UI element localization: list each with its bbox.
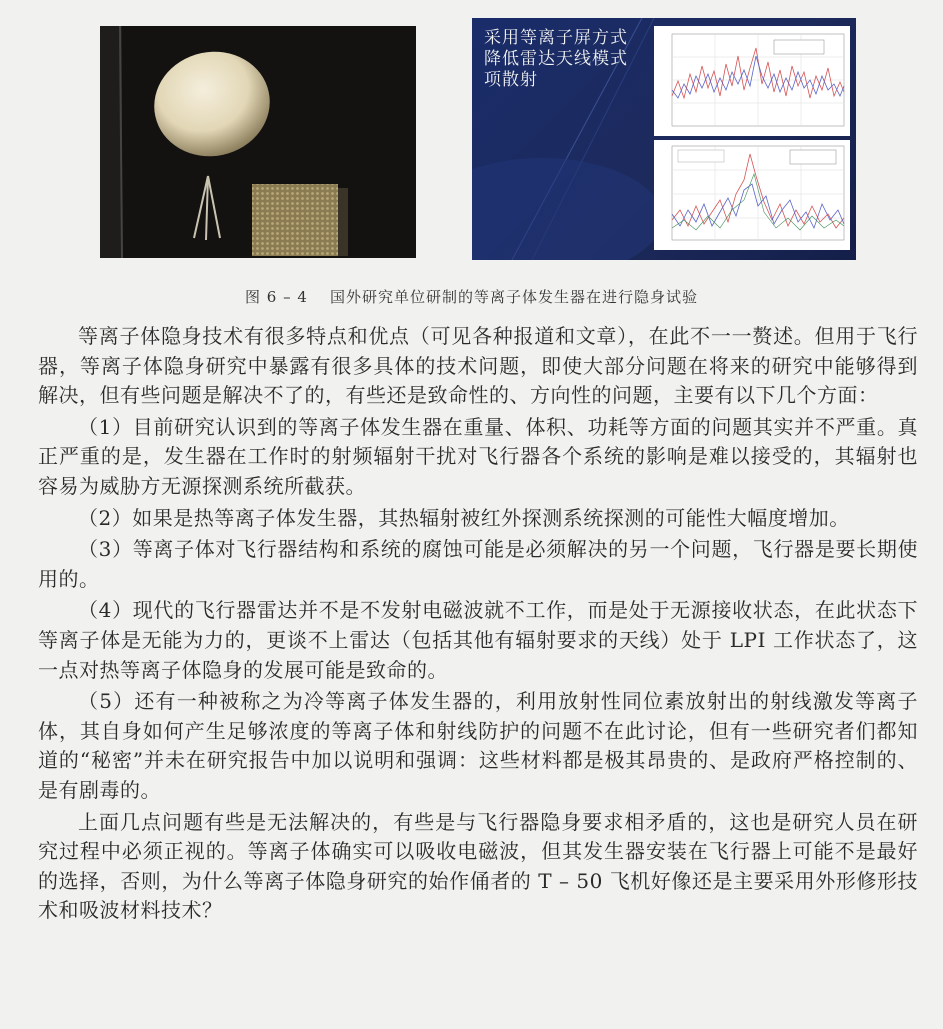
figure-number: 图 6 – 4 <box>245 288 308 306</box>
paragraph-item-3: （3）等离子体对飞行器结构和系统的腐蚀可能是必须解决的另一个问题，飞行器是要长期使用的。 <box>38 537 918 591</box>
paragraph-item-4: （4）现代的飞行器雷达并不是不发射电磁波就不工作，而是处于无源接收状态，在此状态下等离子体是无能为力的，更谈不上雷达（包括其他有辐射要求的天线）处于 LPI 工作状态了，这一点对热等离子体隐身的发展可能是致命的。 <box>38 598 918 682</box>
figure-caption <box>0 286 943 307</box>
photo-illustration <box>100 26 416 258</box>
paragraph-item-2: （2）如果是热等离子体发生器，其热辐射被红外探测系统探测的可能性大幅度增加。 <box>78 505 850 530</box>
pattern-chart-top <box>654 26 850 136</box>
paragraph-conclusion: 上面几点问题有些是无法解决的，有些是与飞行器隐身要求相矛盾的，这也是研究人员在研究过程中必须正视的。等离子体确实可以吸收电磁波，但其发生器安装在飞行器上可能不是最好的选择，否则，为什么等离子体隐身研究的始作俑者的 T – 50 飞机好像还是主要采用外形修形技术和吸波材料技术？ <box>38 809 918 923</box>
figure-caption-text: 国外研究单位研制的等离子体发生器在进行隐身试验 <box>329 288 698 306</box>
pattern-chart-bottom <box>654 140 850 250</box>
pattern-plot-bottom <box>654 140 850 250</box>
slide-title: 采用等离子屏方式 降低雷达天线模式 项散射 <box>484 28 628 90</box>
paragraph-item-5: （5）还有一种被称之为冷等离子体发生器的，利用放射性同位素放射出的射线激发等离子体，其自身如何产生足够浓度的等离子体和射线防护的问题不在此讨论，但有一些研究者们都知道的“秘密”并未在研究报告中加以说明和强调：这些材料都是极其昂贵的、是政府严格控制的、是有剧毒的。 <box>38 689 918 802</box>
body-text <box>38 322 918 928</box>
paragraph-intro: 等离子体隐身技术有很多特点和优点（可见各种报道和文章），在此不一一赘述。但用于飞行器，等离子体隐身研究中暴露有很多具体的技术问题，即使大部分问题在将来的研究中能够得到解决，但有些问题是解决不了的，有些还是致命性的、方向性的问题，主要有以下几个方面： <box>38 324 918 408</box>
pattern-plot-top <box>654 26 850 136</box>
paragraph-item-1: （1）目前研究认识到的等离子体发生器在重量、体积、功耗等方面的问题其实并不严重。真正严重的是，发生器在工作时的射频辐射干扰对飞行器各个系统的影响是难以接受的，其辐射也容易为威胁方无源探测系统所截获。 <box>38 414 918 498</box>
plasma-test-photo <box>100 26 416 258</box>
